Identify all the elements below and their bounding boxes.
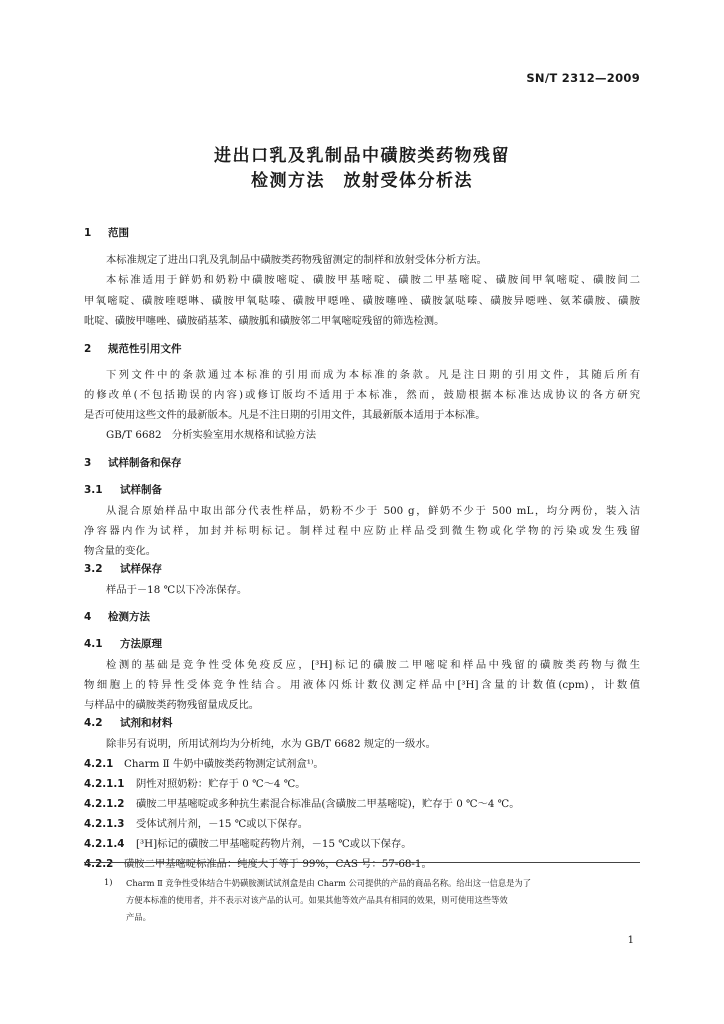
section-1-paragraph-1: 本标准规定了进出口乳及乳制品中磺胺类药物残留测定的制样和放射受体分析方法。 [106,254,487,266]
section-2-line-1: 下列文件中的条款通过本标准的引用而成为本标准的条款。凡是注日期的引用文件，其随后所有 [106,369,640,381]
clause-3-2-line-1: 样品于－18 ℃以下冷冻保存。 [106,584,248,596]
footnote-line-2: 方便本标准的使用者，并不表示对该产品的认可。如果其他等效产品具有相同的效果，则可使用这些等效 [126,895,508,905]
clause-4-1-line-1: 检测的基础是竞争性受体免疫反应，[³H]标记的磺胺二甲嘧啶和样品中残留的磺胺类药物与微生 [106,659,640,671]
page-number: 1 [627,935,634,946]
clause-4-1-line-2: 物细胞上的特异性受体竞争性结合。用液体闪烁计数仪测定样品中[³H]含量的计数值(cpm)，计数值 [84,679,640,691]
document-title-line-2: 检测方法 放射受体分析法 [251,171,473,191]
clause-3-1-heading: 3.1 试样制备 [84,484,162,496]
item-4-2-1-4: 4.2.1.4 [³H]标记的磺胺二甲基嘧啶药物片剂，－15 ℃或以下保存。 [84,838,412,850]
section-2-line-2: 的修改单(不包括勘误的内容)或修订版均不适用于本标准，然而，鼓励根据本标准达成协议的各方研究 [84,389,640,401]
item-4-2-1-2: 4.2.1.2 磺胺二甲基嘧啶或多种抗生素混合标准品(含磺胺二甲基嘧啶)，贮存于 0 ℃～4 ℃。 [84,798,520,810]
standard-code: SN/T 2312—2009 [526,71,640,85]
item-4-2-1-3: 4.2.1.3 受体试剂片剂，－15 ℃或以下保存。 [84,818,309,830]
section-2-heading: 2 规范性引用文件 [84,343,182,355]
footnote-marker: 1) [104,877,113,887]
clause-3-2-heading: 3.2 试样保存 [84,563,162,575]
clause-4-1-heading: 4.1 方法原理 [84,638,162,650]
footnote-line-3: 产品。 [126,912,151,922]
clause-4-1-line-3: 与样品中的磺胺类药物残留量成反比。 [84,699,260,711]
section-1-paragraph-2-line-1: 本标准适用于鲜奶和奶粉中磺胺嘧啶、磺胺甲基嘧啶、磺胺二甲基嘧啶、磺胺间甲氧嘧啶、磺胺间二 [106,274,640,286]
clause-3-1-line-2: 净容器内作为试样，加封并标明标记。制样过程中应防止样品受到微生物或化学物的污染或发生残留 [84,525,640,537]
document-title-line-1: 进出口乳及乳制品中磺胺类药物残留 [214,146,510,166]
clause-3-1-line-3: 物含量的变化。 [84,545,157,557]
footnote-line-1: Charm Ⅱ 竞争性受体结合牛奶磺胺测试试剂盒是由 Charm 公司提供的产品的商品名称。给出这一信息是为了 [126,878,532,888]
section-1-paragraph-2-line-2: 甲氧嘧啶、磺胺喹噁啉、磺胺甲氧哒嗪、磺胺甲噁唑、磺胺噻唑、磺胺氯哒嗪、磺胺异噁唑、氨苯磺胺、磺胺 [84,295,640,307]
section-1-paragraph-2-line-3: 吡啶、磺胺甲噻唑、磺胺硝基苯、磺胺胍和磺胺邻二甲氧嘧啶残留的筛选检测。 [84,315,445,327]
section-3-heading: 3 试样制备和保存 [84,457,182,469]
normative-reference: GB/T 6682 分析实验室用水规格和试验方法 [106,429,317,441]
item-4-2-2: 4.2.2 磺胺二甲基嘧啶标准品：纯度大于等于 99%，CAS 号：57-68-1。 [84,855,438,870]
section-1-heading: 1 范围 [84,227,129,239]
clause-3-1-line-1: 从混合原始样品中取出部分代表性样品，奶粉不少于 500 g，鲜奶不少于 500 mL，均分两份，装入洁 [106,505,640,517]
item-4-2-1: 4.2.1 Charm Ⅱ 牛奶中磺胺类药物测定试剂盒¹⁾。 [84,758,324,770]
item-4-2-1-1: 4.2.1.1 阴性对照奶粉：贮存于 0 ℃～4 ℃。 [84,778,306,790]
clause-4-2-heading: 4.2 试剂和材料 [84,717,173,729]
section-4-heading: 4 检测方法 [84,611,150,623]
footnote-divider [84,862,640,863]
section-2-line-3: 是否可使用这些文件的最新版本。凡是不注日期的引用文件，其最新版本适用于本标准。 [84,409,486,421]
clause-4-2-line-1: 除非另有说明，所用试剂均为分析纯，水为 GB/T 6682 规定的一级水。 [106,738,436,750]
